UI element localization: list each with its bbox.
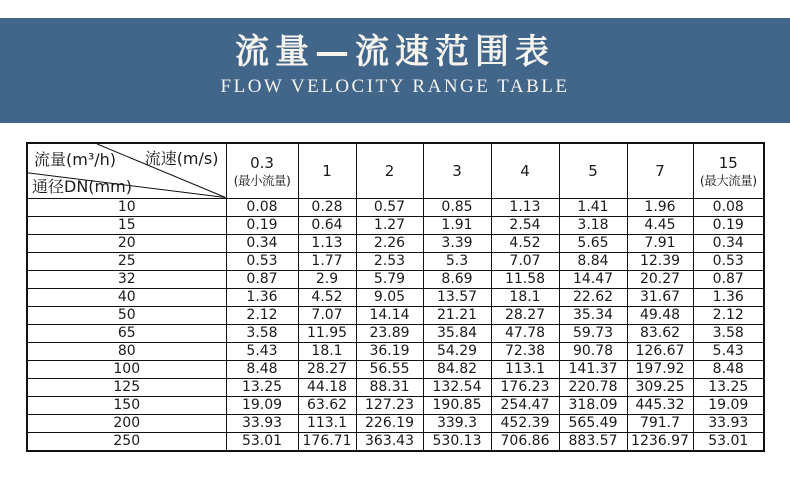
flow-value-cell: 9.05 (356, 288, 423, 306)
velocity-header-0.3 (226, 143, 298, 198)
flow-value-cell: 1.36 (693, 288, 764, 306)
flow-value-cell: 14.14 (356, 306, 423, 324)
flow-value-cell: 19.09 (693, 396, 764, 414)
velocity-header-7 (627, 143, 693, 198)
flow-value-cell: 0.85 (423, 198, 491, 216)
flow-value-cell: 363.43 (356, 432, 423, 451)
table-row (27, 306, 764, 324)
flow-value-cell: 88.31 (356, 378, 423, 396)
table-row (27, 342, 764, 360)
flow-value-cell: 28.27 (298, 360, 356, 378)
flow-value-cell: 1.36 (226, 288, 298, 306)
dn-cell: 20 (27, 234, 226, 252)
flow-value-cell: 23.89 (356, 324, 423, 342)
flow-value-cell: 1.13 (298, 234, 356, 252)
flow-value-cell: 2.12 (226, 306, 298, 324)
velocity-header-value: 7 (655, 161, 665, 180)
flow-value-cell: 53.01 (226, 432, 298, 451)
flow-value-cell: 176.23 (491, 378, 559, 396)
flow-value-cell: 18.1 (298, 342, 356, 360)
table-row (27, 288, 764, 306)
velocity-header-value: 1 (322, 161, 332, 180)
dn-cell: 25 (27, 252, 226, 270)
flow-value-cell: 3.39 (423, 234, 491, 252)
flow-value-cell: 0.08 (693, 198, 764, 216)
table-row (27, 396, 764, 414)
table-row (27, 360, 764, 378)
flow-value-cell: 3.18 (559, 216, 627, 234)
flow-value-cell: 127.23 (356, 396, 423, 414)
corner-header-cell (27, 143, 226, 198)
flow-value-cell: 706.86 (491, 432, 559, 451)
velocity-header-5 (559, 143, 627, 198)
flow-value-cell: 8.48 (226, 360, 298, 378)
flow-value-cell: 0.34 (693, 234, 764, 252)
header-row (27, 143, 764, 198)
flow-value-cell: 53.01 (693, 432, 764, 451)
flow-value-cell: 8.84 (559, 252, 627, 270)
table-row (27, 252, 764, 270)
flow-value-cell: 84.82 (423, 360, 491, 378)
flow-value-cell: 1.96 (627, 198, 693, 216)
velocity-header-note: (最小流量) (233, 173, 291, 189)
flow-value-cell: 83.62 (627, 324, 693, 342)
flow-value-cell: 254.47 (491, 396, 559, 414)
flow-value-cell: 5.3 (423, 252, 491, 270)
flow-value-cell: 13.25 (226, 378, 298, 396)
table-row (27, 324, 764, 342)
flow-value-cell: 7.91 (627, 234, 693, 252)
page-title: 流量—流速范围表 (235, 32, 555, 72)
dn-cell: 250 (27, 432, 226, 451)
table-row (27, 432, 764, 451)
flow-value-cell: 339.3 (423, 414, 491, 432)
flow-value-cell: 0.87 (693, 270, 764, 288)
flow-value-cell: 44.18 (298, 378, 356, 396)
flow-value-cell: 19.09 (226, 396, 298, 414)
flow-value-cell: 0.87 (226, 270, 298, 288)
flow-value-cell: 14.47 (559, 270, 627, 288)
flow-value-cell: 33.93 (693, 414, 764, 432)
flow-value-cell: 31.67 (627, 288, 693, 306)
velocity-header-4 (491, 143, 559, 198)
flow-value-cell: 791.7 (627, 414, 693, 432)
flow-value-cell: 0.19 (693, 216, 764, 234)
flow-value-cell: 18.1 (491, 288, 559, 306)
velocity-header-value: 5 (588, 161, 598, 180)
dn-cell: 10 (27, 198, 226, 216)
flow-value-cell: 36.19 (356, 342, 423, 360)
velocity-header-value: 15 (718, 154, 738, 173)
flow-value-cell: 2.12 (693, 306, 764, 324)
flow-value-cell: 883.57 (559, 432, 627, 451)
table-row (27, 198, 764, 216)
dn-cell: 40 (27, 288, 226, 306)
flow-value-cell: 309.25 (627, 378, 693, 396)
flow-value-cell: 0.28 (298, 198, 356, 216)
flow-value-cell: 5.43 (693, 342, 764, 360)
title-banner (0, 18, 790, 123)
page-subtitle: FLOW VELOCITY RANGE TABLE (220, 76, 570, 97)
flow-value-cell: 113.1 (298, 414, 356, 432)
flow-value-cell: 0.08 (226, 198, 298, 216)
flow-value-cell: 56.55 (356, 360, 423, 378)
velocity-header-value: 4 (520, 161, 530, 180)
dn-cell: 150 (27, 396, 226, 414)
flow-value-cell: 1.27 (356, 216, 423, 234)
flow-value-cell: 90.78 (559, 342, 627, 360)
flow-value-cell: 445.32 (627, 396, 693, 414)
flow-value-cell: 63.62 (298, 396, 356, 414)
flow-value-cell: 1.91 (423, 216, 491, 234)
flow-value-cell: 4.45 (627, 216, 693, 234)
flow-value-cell: 35.34 (559, 306, 627, 324)
table-row (27, 414, 764, 432)
dn-cell: 65 (27, 324, 226, 342)
flow-value-cell: 72.38 (491, 342, 559, 360)
velocity-unit-label: 流速(m/s) (144, 149, 219, 168)
dn-unit-label: 通径DN(mm) (32, 176, 132, 196)
dn-cell: 200 (27, 414, 226, 432)
flow-value-cell: 54.29 (423, 342, 491, 360)
table-row (27, 216, 764, 234)
flow-value-cell: 8.69 (423, 270, 491, 288)
flow-value-cell: 5.43 (226, 342, 298, 360)
flow-value-cell: 0.19 (226, 216, 298, 234)
flow-value-cell: 176.71 (298, 432, 356, 451)
flow-value-cell: 197.92 (627, 360, 693, 378)
flow-value-cell: 0.64 (298, 216, 356, 234)
flow-value-cell: 11.58 (491, 270, 559, 288)
dn-cell: 32 (27, 270, 226, 288)
flow-value-cell: 4.52 (298, 288, 356, 306)
table-row (27, 234, 764, 252)
flow-value-cell: 20.27 (627, 270, 693, 288)
flow-value-cell: 141.37 (559, 360, 627, 378)
flow-value-cell: 13.57 (423, 288, 491, 306)
flow-value-cell: 11.95 (298, 324, 356, 342)
flow-value-cell: 0.34 (226, 234, 298, 252)
flow-value-cell: 33.93 (226, 414, 298, 432)
flow-value-cell: 2.26 (356, 234, 423, 252)
flow-value-cell: 113.1 (491, 360, 559, 378)
flow-value-cell: 3.58 (693, 324, 764, 342)
flow-value-cell: 0.53 (693, 252, 764, 270)
table-body (27, 198, 764, 451)
flow-value-cell: 0.53 (226, 252, 298, 270)
table-row (27, 270, 764, 288)
flow-value-cell: 565.49 (559, 414, 627, 432)
flow-value-cell: 2.54 (491, 216, 559, 234)
velocity-header-note: (最大流量) (699, 173, 757, 189)
flow-value-cell: 7.07 (491, 252, 559, 270)
flow-value-cell: 28.27 (491, 306, 559, 324)
flow-value-cell: 2.53 (356, 252, 423, 270)
flow-value-cell: 126.67 (627, 342, 693, 360)
flow-value-cell: 49.48 (627, 306, 693, 324)
dn-cell: 125 (27, 378, 226, 396)
flow-value-cell: 47.78 (491, 324, 559, 342)
flow-value-cell: 59.73 (559, 324, 627, 342)
velocity-header-1 (298, 143, 356, 198)
velocity-header-value: 3 (452, 161, 462, 180)
flow-value-cell: 7.07 (298, 306, 356, 324)
flow-value-cell: 0.57 (356, 198, 423, 216)
flow-value-cell: 22.62 (559, 288, 627, 306)
flow-value-cell: 1.13 (491, 198, 559, 216)
flow-value-cell: 35.84 (423, 324, 491, 342)
flow-value-cell: 220.78 (559, 378, 627, 396)
velocity-header-3 (423, 143, 491, 198)
dn-cell: 50 (27, 306, 226, 324)
flow-value-cell: 452.39 (491, 414, 559, 432)
velocity-header-value: 2 (384, 161, 395, 180)
flow-value-cell: 318.09 (559, 396, 627, 414)
velocity-header-2 (356, 143, 423, 198)
flow-value-cell: 21.21 (423, 306, 491, 324)
velocity-header-15 (693, 143, 764, 198)
flow-value-cell: 8.48 (693, 360, 764, 378)
dn-cell: 15 (27, 216, 226, 234)
flow-value-cell: 5.79 (356, 270, 423, 288)
flow-value-cell: 530.13 (423, 432, 491, 451)
flow-unit-label: 流量(m³/h) (34, 150, 117, 169)
dn-cell: 100 (27, 360, 226, 378)
flow-value-cell: 1.77 (298, 252, 356, 270)
flow-value-cell: 2.9 (298, 270, 356, 288)
flow-velocity-table (26, 142, 765, 452)
table-row (27, 378, 764, 396)
velocity-header-value: 0.3 (250, 154, 274, 173)
flow-value-cell: 226.19 (356, 414, 423, 432)
flow-value-cell: 13.25 (693, 378, 764, 396)
flow-value-cell: 190.85 (423, 396, 491, 414)
flow-value-cell: 12.39 (627, 252, 693, 270)
flow-value-cell: 1236.97 (627, 432, 693, 451)
dn-cell: 80 (27, 342, 226, 360)
flow-value-cell: 132.54 (423, 378, 491, 396)
flow-value-cell: 5.65 (559, 234, 627, 252)
flow-value-cell: 1.41 (559, 198, 627, 216)
flow-value-cell: 3.58 (226, 324, 298, 342)
flow-value-cell: 4.52 (491, 234, 559, 252)
